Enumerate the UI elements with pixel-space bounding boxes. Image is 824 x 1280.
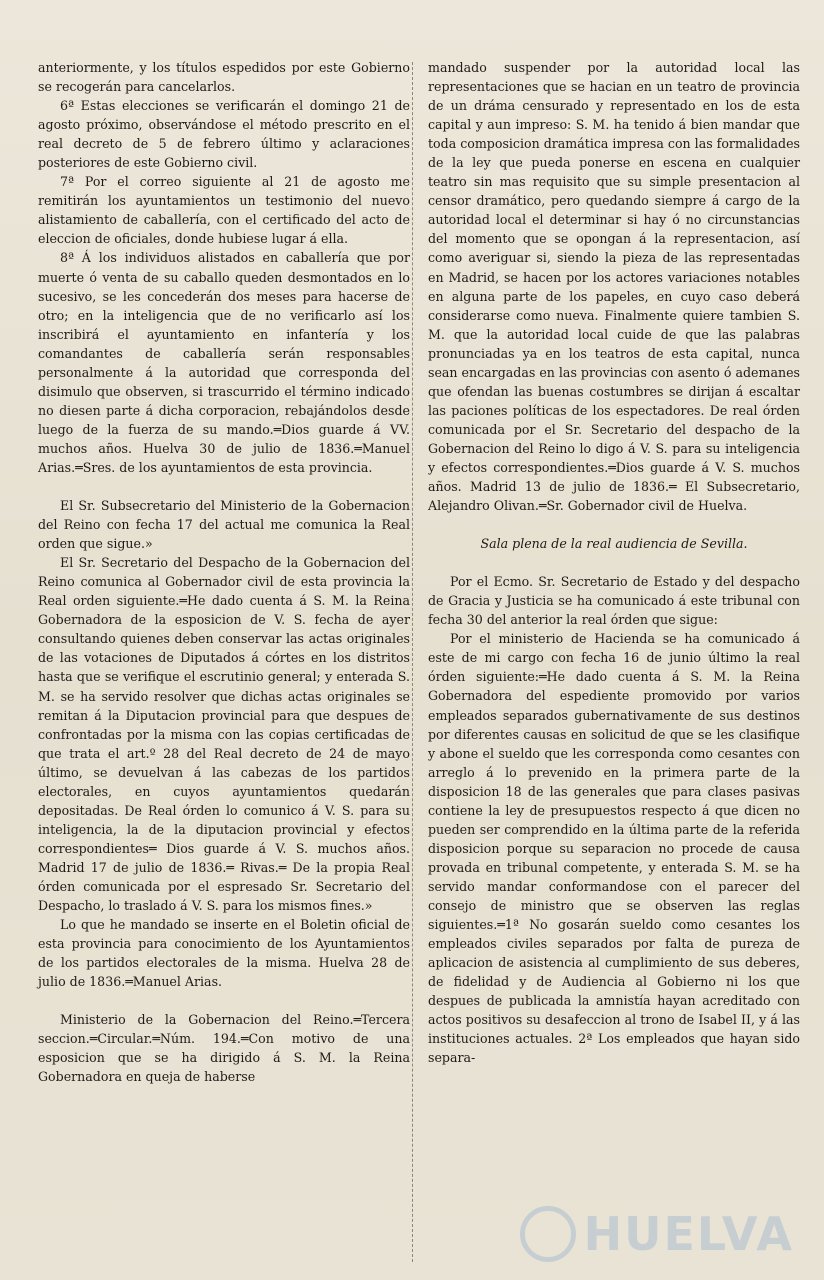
left-column	[38, 58, 410, 1086]
watermark-text: HUELVA	[583, 1207, 794, 1261]
left-para-subsecretario: El Sr. Subsecretario del Ministerio de la Gobernacion del Reino con fecha 17 del actual me comunica la Real orden que sigue.»	[38, 498, 410, 552]
left-para-real-orden: El Sr. Secretario del Despacho de la Gobernacion del Reino comunica al Gobernador civil de esta provincia la Real orden siguiente.═He dado cuenta á S. M. la Reina Gobernadora de la esposicion de V. S. fecha de ayer consultando quienes deben conservar las actas originales de las votaciones de Diputados á córtes en los distritos hasta que se verifique el escrutinio general; y enterada S. M. se ha servido resolver que dichas actas originales se remitan á la Diputacion provincial para que despues de confrontadas por la misma con las copias certificadas de que trata el art.º 28 del Real decreto de 24 de mayo último, se devuelvan á las cabezas de los partidos electorales, en cuyos ayuntamientos quedarán depositadas. De Real órden lo comunico á V. S. para su inteligencia, la de la diputacion provincial y efectos correspondientes═ Dios guarde á V. S. muchos años. Madrid 17 de julio de 1836.═ Rivas.═ De la propia Real órden comunicada por el espresado Sr. Secretario del Despacho, lo traslado á V. S. para los mismos fines.»	[38, 555, 410, 914]
left-para-continuation: anteriormente, y los títulos espedidos por este Gobierno se recogerán para cancelarlos.	[38, 60, 410, 95]
right-para-gracia-justicia: Por el Ecmo. Sr. Secretario de Estado y del despacho de Gracia y Justicia se ha comunicado á este tribunal con fecha 30 del anterior la real órden que sigue:	[428, 574, 800, 628]
section-break	[38, 477, 410, 496]
left-para-circular: Ministerio de la Gobernacion del Reino.═Tercera seccion.═Circular.═Núm. 194.═Con motivo de una esposicion que se ha dirigido á S. M. la Reina Gobernadora en queja de haberse	[38, 1012, 410, 1085]
seal-icon	[520, 1206, 576, 1262]
section-break	[428, 515, 800, 534]
left-para-article-8: 8ª Á los individuos alistados en caballería que por muerte ó venta de su caballo queden desmontados en lo sucesivo, se les concederán dos meses para hacerse de otro; en la inteligencia que de no verificarlo así los inscribirá el ayuntamiento en infantería y los comandantes de caballería serán responsables personalmente á la autoridad que corresponda del disimulo que observen, si trascurrido el término indicado no diesen parte á dicha corporacion, rebajándolos desde luego de la fuerza de su mando.═Dios guarde á VV. muchos años. Huelva 30 de julio de 1836.═Manuel Arias.═Sres. de los ayuntamientos de esta provincia.	[38, 250, 410, 475]
right-column	[428, 58, 800, 1067]
left-para-article-6: 6ª Estas elecciones se verificarán el domingo 21 de agosto próximo, observándose el método prescrito en el real decreto de 5 de febrero último y aclaraciones posteriores de este Gobierno civil.	[38, 98, 410, 171]
right-para-hacienda: Por el ministerio de Hacienda se ha comunicado á este de mi cargo con fecha 16 de junio último la real órden siguiente:═He dado cuenta á S. M. la Reina Gobernadora del espediente promovido por varios empleados separados gubernativamente de sus destinos por diferentes causas en solicitud de que se les clasifique y abone el sueldo que les corresponda como cesantes con arreglo á lo prevenido en la primera parte de la disposicion 18 de las generales que para clases pasivas contiene la ley de presupuestos respecto á que dicen no pueden ser comprendido en la última parte de la referida disposicion porque su separacion no procede de causa provada en tribunal competente, y enterada S. M. se ha servido mandar conformandose con el parecer del consejo de ministro que se observen las reglas siguientes.═1ª No gosarán sueldo como cesantes los empleados civiles separados por falta de pureza de aplicacion de asistencia al cumplimiento de sus deberes, de fidelidad y de Audiencia al Gobierno ni los que despues de publicada la amnistía hayan acreditado con actos positivos su desafeccion al trono de Isabel II, y á las instituciones actuales. 2ª Los empleados que hayan sido separa-	[428, 631, 800, 1066]
right-para-continuation: mandado suspender por la autoridad local las representaciones que se hacian en un teatro de provincia de un dráma censurado y representado en los de esta capital y aun impreso: S. M. ha tenido á bien mandar que toda composicion dramática impresa con las formalidades de la ley que pueda ponerse en escena en cualquier teatro sin mas requisito que su simple presentacion al censor dramático, pero quedando siempre á cargo de la autoridad local el determinar si hay ó no circunstancias del momento que se opongan á la representacion, así como averiguar si, siendo la pieza de las representadas en Madrid, se hacen por los actores variaciones notables en alguna parte de los papeles, en cuyo caso deberá considerarse como nueva. Finalmente quiere tambien S. M. que la autoridad local cuide de que las palabras pronunciadas ya en los teatros de esta capital, nunca sean encargadas en las provincias con asento ó ademanes que ofendan las buenas costumbres se dirijan á escaltar las paciones políticas de los espectadores. De real órden comunicada por el Sr. Secretario del despacho de la Gobernacion del Reino lo digo á V. S. para su inteligencia y efectos correspondientes.═Dios guarde á V. S. muchos años. Madrid 13 de julio de 1836.═ El Subsecretario, Alejandro Olivan.═Sr. Gobernador civil de Huelva.	[428, 60, 800, 514]
archive-watermark	[520, 1206, 794, 1262]
section-break	[38, 991, 410, 1010]
section-heading: Sala plena de la real audiencia de Sevilla.	[480, 536, 748, 552]
left-para-article-7: 7ª Por el correo siguiente al 21 de agosto me remitirán los ayuntamientos un testimonio del nuevo alistamiento de caballería, con el certificado del acto de eleccion de oficiales, donde hubiese lugar á ella.	[38, 174, 410, 247]
left-para-boletin: Lo que he mandado se inserte en el Boletin oficial de esta provincia para conocimiento de los Ayuntamientos de los partidos electorales de la misma. Huelva 28 de julio de 1836.═Manuel Arias.	[38, 917, 410, 990]
column-divider	[412, 62, 413, 1262]
section-break	[428, 553, 800, 572]
